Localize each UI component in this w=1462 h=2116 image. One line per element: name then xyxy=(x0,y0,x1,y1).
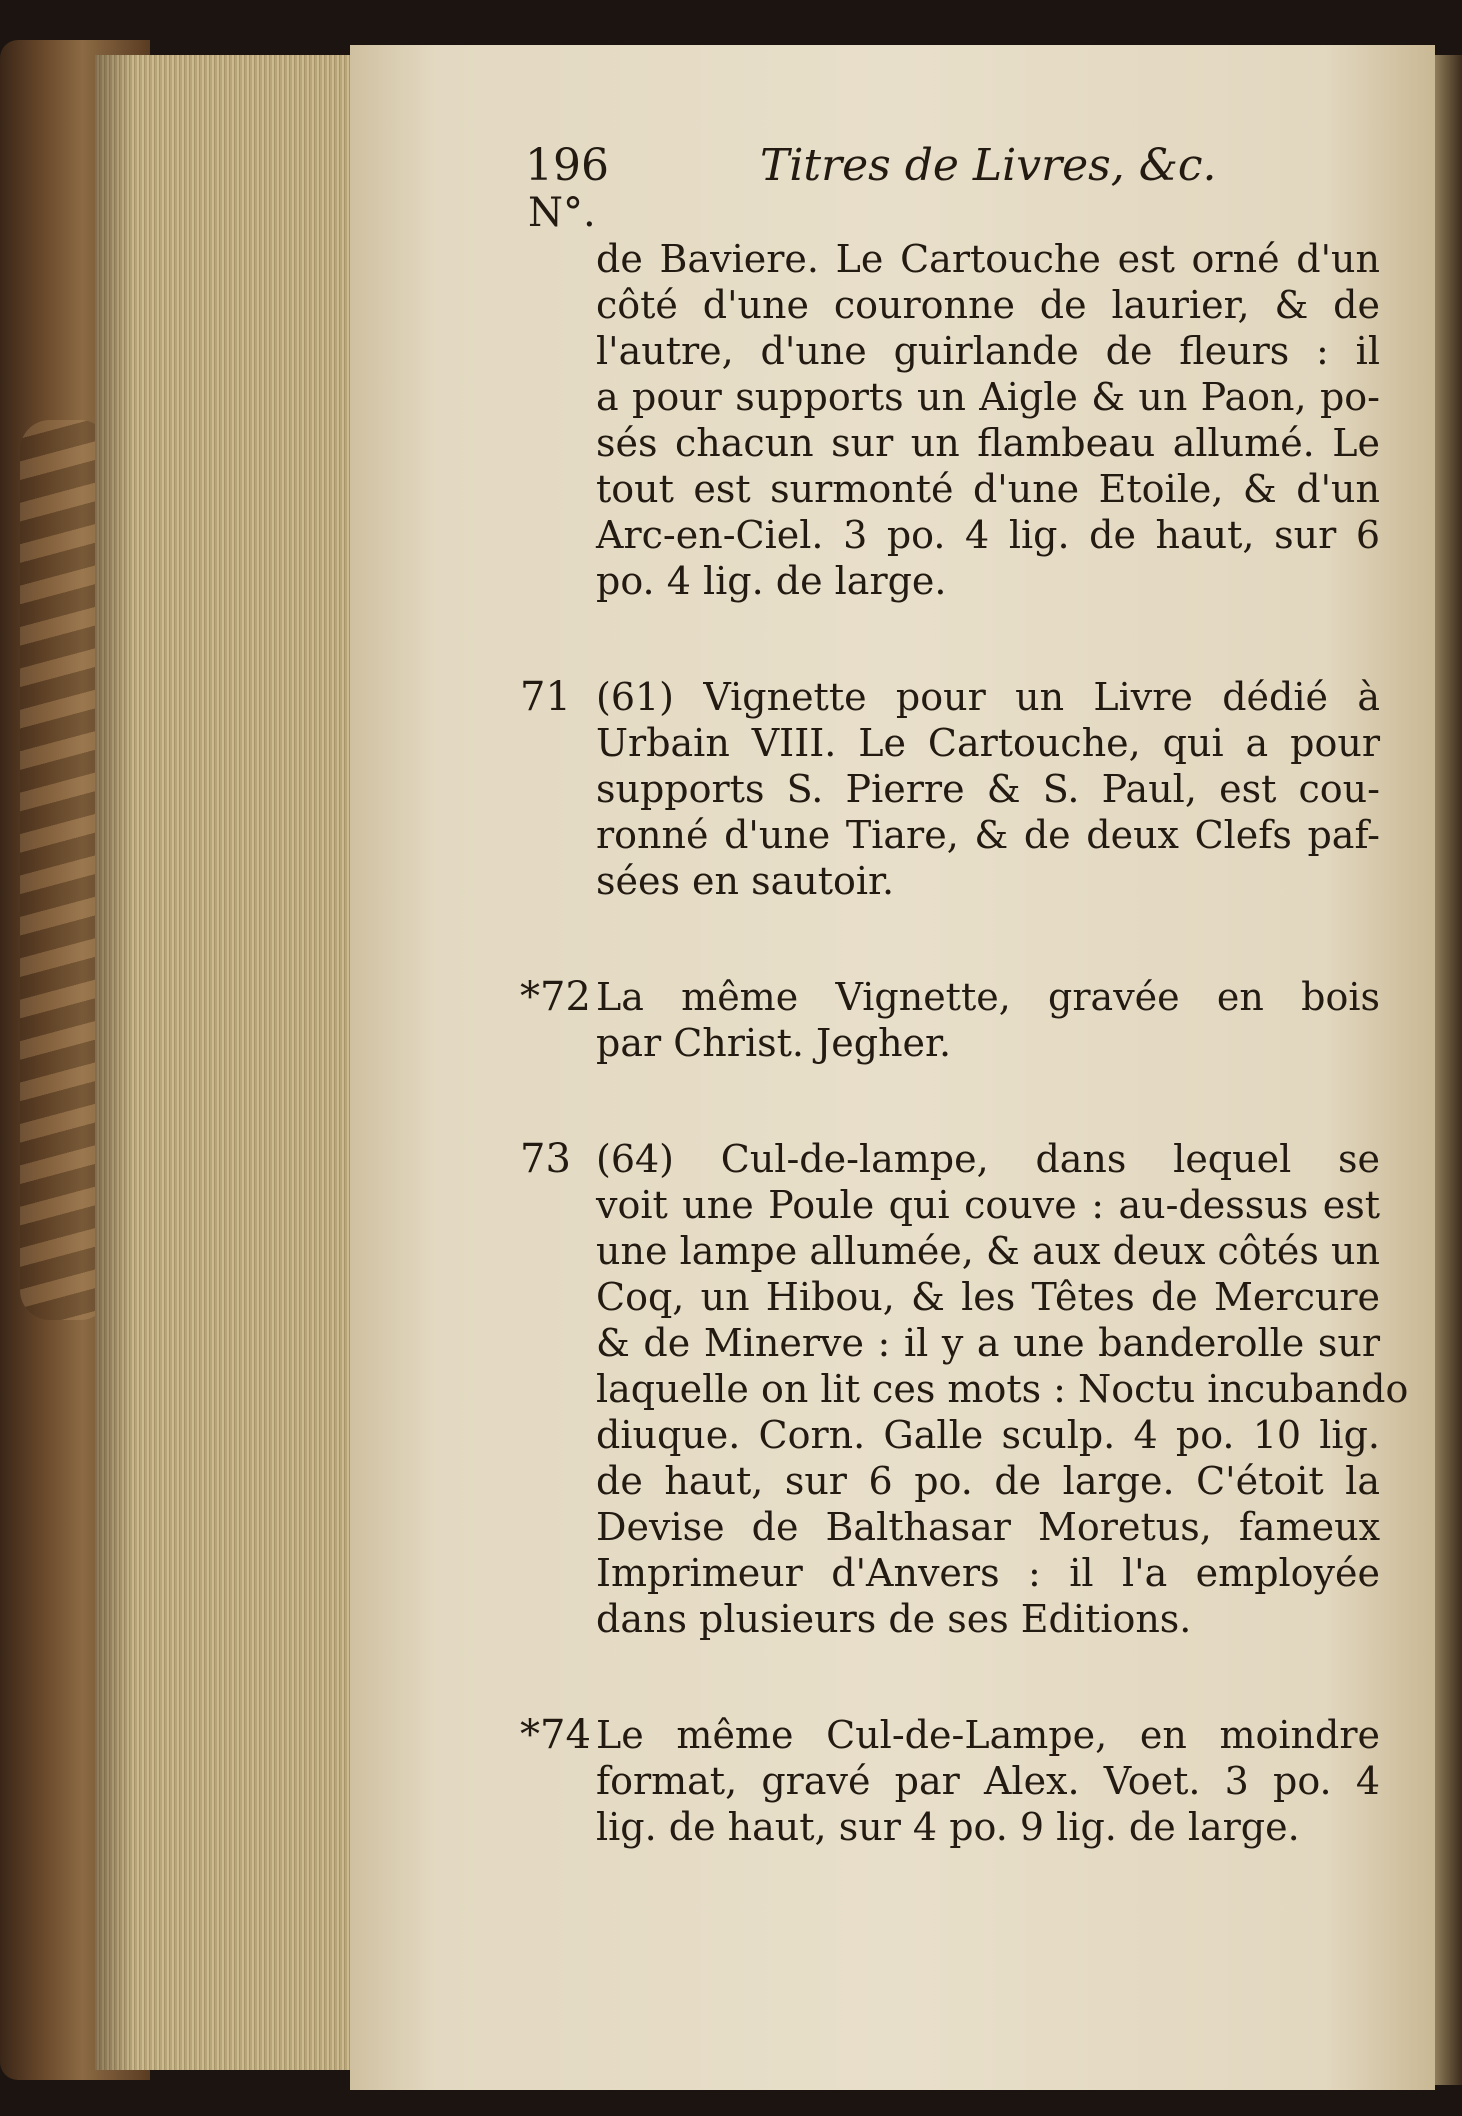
text-line: (64) Cul-de-lampe, dans lequel se xyxy=(596,1137,1380,1181)
page-number: 196 xyxy=(525,140,609,191)
text-line: a pour supports un Aigle & un Paon, po- xyxy=(596,375,1380,419)
text-line: Arc-en-Ciel. 3 po. 4 lig. de haut, sur 6 xyxy=(596,513,1380,557)
gutter-edge xyxy=(1435,55,1462,2085)
text-line: sées en sautoir. xyxy=(596,859,895,903)
entry-text xyxy=(596,236,1380,604)
text-line: de Baviere. Le Cartouche est orné d'un xyxy=(596,237,1380,281)
text-line: Urbain VIII. Le Cartouche, qui a pour xyxy=(596,721,1380,765)
page-header xyxy=(525,140,1225,210)
text-line: tout est surmonté d'une Etoile, & d'un xyxy=(596,467,1380,511)
text-line: dans plusieurs de ses Editions. xyxy=(596,1597,1192,1641)
column-label: N°. xyxy=(528,190,596,236)
entry-text xyxy=(596,974,1380,1066)
edge-shadow xyxy=(95,55,135,2070)
text-line: (61) Vignette pour un Livre dédié à xyxy=(596,675,1380,719)
catalogue-entry xyxy=(520,674,1380,904)
entry-number: *72 xyxy=(520,974,591,1020)
text-line: une lampe allumée, & aux deux côtés un xyxy=(596,1229,1380,1273)
entry-text xyxy=(596,674,1380,904)
text-line: Coq, un Hibou, & les Têtes de Mercure xyxy=(596,1275,1380,1319)
text-line: ronné d'une Tiare, & de deux Clefs paf- xyxy=(596,813,1380,857)
text-line: l'autre, d'une guirlande de fleurs : il xyxy=(596,329,1380,373)
catalogue-entries xyxy=(520,236,1409,1850)
text-line: voit une Poule qui couve : au-dessus est xyxy=(596,1183,1380,1227)
entry-number: *74 xyxy=(520,1712,591,1758)
text-line: & de Minerve : il y a une banderolle sur xyxy=(596,1321,1380,1365)
entry-number: 73 xyxy=(520,1136,571,1182)
text-line: diuque. Corn. Galle sculp. 4 po. 10 lig. xyxy=(596,1413,1380,1457)
text-line: Imprimeur d'Anvers : il l'a employée xyxy=(596,1551,1380,1595)
text-line: supports S. Pierre & S. Paul, est cou- xyxy=(596,767,1380,811)
entry-text xyxy=(596,1712,1380,1850)
text-line: Le même Cul-de-Lampe, en moindre xyxy=(596,1713,1380,1757)
catalogue-entry xyxy=(520,1712,1380,1850)
entry-number: 71 xyxy=(520,674,571,720)
catalogue-entry xyxy=(520,974,1380,1066)
text-line: Devise de Balthasar Moretus, fameux xyxy=(596,1505,1380,1549)
text-line: La même Vignette, gravée en bois xyxy=(596,975,1380,1019)
text-line: lig. de haut, sur 4 po. 9 lig. de large. xyxy=(596,1805,1300,1849)
text-line: sés chacun sur un flambeau allumé. Le xyxy=(596,421,1380,465)
catalogue-entry xyxy=(520,1136,1409,1642)
text-line: par Christ. Jegher. xyxy=(596,1021,952,1065)
text-line: de haut, sur 6 po. de large. C'étoit la xyxy=(596,1459,1380,1503)
continuation-entry xyxy=(520,236,1380,604)
text-line: côté d'une couronne de laurier, & de xyxy=(596,283,1380,327)
text-line: laquelle on lit ces mots : Noctu incubando xyxy=(596,1367,1409,1411)
text-line: po. 4 lig. de large. xyxy=(596,559,947,603)
running-title: Titres de Livres, &c. xyxy=(760,140,1217,191)
text-line: format, gravé par Alex. Voet. 3 po. 4 xyxy=(596,1759,1380,1803)
entry-text xyxy=(596,1136,1409,1642)
